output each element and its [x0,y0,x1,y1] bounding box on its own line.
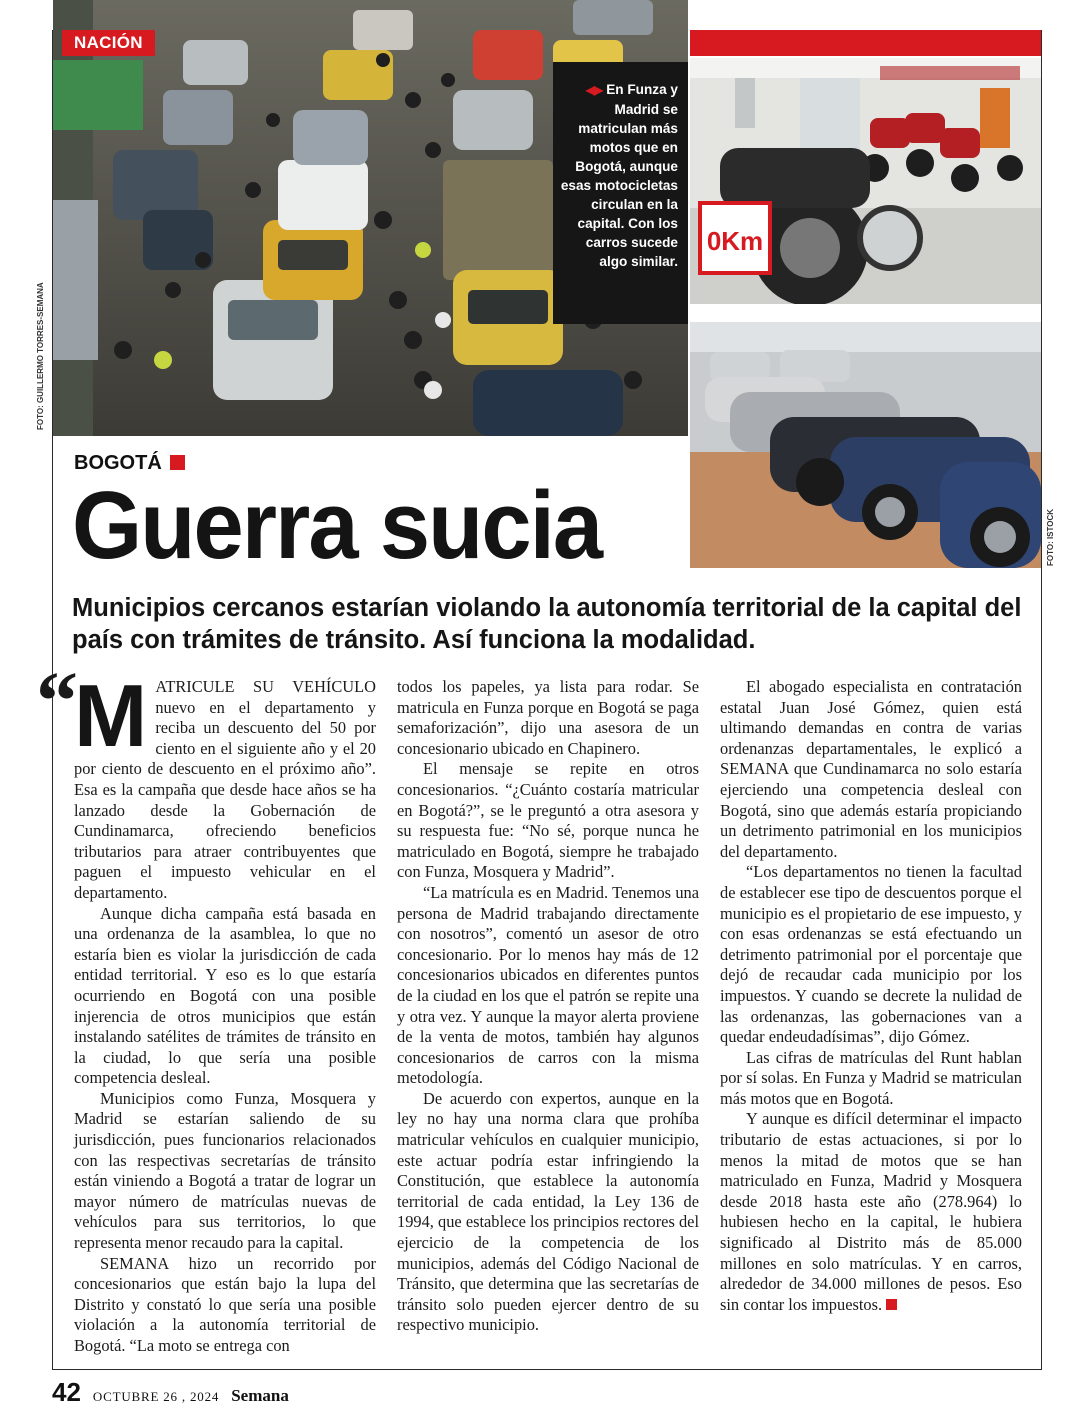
shop-sign-text: 0Km [706,226,764,256]
caption-text: En Funza y Madrid se matriculan más motos que en Bogotá, aunque esas motocicletas circulan en la capital. Con los carros sucede algo similar. [560,82,678,269]
page-number: 42 [52,1377,81,1407]
car-dealership-illustration [690,322,1041,568]
issue-date: OCTUBRE 26 , 2024 [92,1389,220,1404]
motorcycle-shop-illustration [690,58,1041,304]
paragraph-text: ATRICULE SU VEHÍCULO nuevo en el departamento y reciba un descuento del 50 por ciento en el siguiente año y el 20 por ciento de descuento en el próximo año”. Esa es la campaña que desde hace años se ha lanzado desde la Gobernación de Cundinamarca, ofreciendo beneficios tributarios para atraer contribuyentes que paguen el impuesto vehicular en el departamento. [74,677,376,902]
subheadline: Municipios cercanos estarían violando la autonomía territorial de la capital del país con trámites de tránsito. Así funciona la modalidad. [72,594,1022,654]
body-paragraph: El abogado especialista en contratación estatal Juan José Gómez, quien está ultimando demandas en contra de varias ordenanzas departamentales, le explicó a SEMANA que Cundinamarca no solo estaría ejerciendo una competencia desleal con Bogotá, sino que además estaría propiciando un detrimento patrimonial en los municipios del departamento. [720,677,1022,861]
page-frame-bottom [52,1369,1042,1370]
body-paragraph: todos los papeles, ya lista para rodar. Se matricula en Funza porque en Bogotá se paga semaforización”, dijo una asesora de un concesionario ubicado en Chapinero. [397,677,699,758]
section-tag: NACIÓN [62,30,155,56]
photo-credit-left: FOTO: GUILLERMO TORRES-SEMANA [36,282,45,430]
photo-caption [553,62,688,324]
body-paragraph: SEMANA hizo un recorrido por concesionarios que están bajo la lupa del Distrito y constató lo que sería una posible violación a la autonomía territorial de Bogotá. “La moto se entrega con [74,1253,376,1355]
car-dealership-photo [690,322,1041,568]
opening-quote-mark: “ [36,655,78,748]
body-paragraph [74,666,376,904]
body-paragraph: Aunque dicha campaña está basada en una ordenanza de la asamblea, lo que no estaría bien es violar la jurisdicción de cada entidad territorial. Y eso es lo que estaría ocurriendo en Bogotá con una posible injerencia de otros municipios que están instalando satélites de trámites de tránsito en la ciudad, lo que sería una posible competencia desleal. [74,903,376,1088]
motorcycle-shop-photo [690,58,1041,304]
kicker-label: BOGOTÁ [74,452,162,474]
kicker-square-icon [170,455,185,470]
end-mark-icon [886,1299,897,1310]
headline: Guerra sucia [72,472,602,579]
paragraph-text: Y aunque es difícil determinar el impacto tributario de estas actuaciones, si por lo menos la mitad de motos que se han matriculado en Funza, Madrid y Mosquera desde 2018 hasta este año (278.964) lo hubiesen hecho en la capital, le hubiera significado al Distrito más de 85.000 millones en solo matrículas. Y en carros, alrededor de 34.000 millones de pesos. Eso sin contar los impuestos. [720,1109,1022,1314]
drop-cap: M [74,666,148,765]
body-column-2 [397,677,699,1336]
caption-arrows-icon: ◀▶ [585,83,603,97]
page-footer [52,1377,289,1408]
body-column-1 [74,666,376,1357]
body-paragraph: El mensaje se repite en otros concesionarios. “¿Cuánto costaría matricular en Bogotá?”, se le preguntó a otra asesora y su respuesta fue: “No sé, porque nunca he matriculado en Bogotá, siempre he trabajado con Funza, Mosquera y Madrid”. [397,759,699,882]
section-band [690,30,1041,56]
body-paragraph: “Los departamentos no tienen la facultad de establecer ese tipo de descuentos porque el municipio es el propietario de ese impuesto, y con esas ordenanzas se está efectuando un detrimento patrimonial por el porcentaje que dejó de recaudar cada municipio por los impuestos. Y cuando se decrete la nulidad de las ordenanzas, las gobernaciones van a quedar endeudadísimas”, dijo Gómez. [720,862,1022,1047]
page-frame-right [1041,30,1042,1370]
publication-name: Semana [231,1386,289,1405]
body-paragraph [720,1109,1022,1315]
photo-credit-right: FOTO: ISTOCK [1046,508,1055,566]
body-paragraph: “La matrícula es en Madrid. Tenemos una persona de Madrid trabajando directamente con nosotros”, comentó un asesor de otro concesionario. Por lo menos hay más de 12 concesionarios ubicados en diferentes puntos de la ciudad en los que el patrón se repite una y otra vez. Y aunque la mayor alerta proviene de la venta de motos, también hay algunos concesionarios de carros con la misma metodología. [397,882,699,1088]
body-paragraph: De acuerdo con expertos, aunque en la ley no hay una norma clara que prohíba matricular vehículos en cualquier municipio, este actuar podría estar infringiendo la Constitución, que establece la autonomía territorial de cada entidad, la Ley 136 de 1994, que establece los principios rectores del ejercicio de la competencia de los municipios, además del Código Nacional de Tránsito, que determina que las secretarías de tránsito solo pueden ejercer dentro de su respectivo municipio. [397,1088,699,1335]
body-column-3 [720,677,1022,1315]
body-paragraph: Municipios como Funza, Mosquera y Madrid se estarían saliendo de su jurisdicción, pues funcionarios relacionados con las respectivas secretarías de tránsito están viniendo a Bogotá a tratar de lograr un mayor número de matrículas nuevas de vehículos para sus territorios, lo que representa menor recaudo para la capital. [74,1088,376,1253]
body-paragraph: Las cifras de matrículas del Runt hablan por sí solas. En Funza y Madrid se matriculan más motos que en Bogotá. [720,1047,1022,1108]
